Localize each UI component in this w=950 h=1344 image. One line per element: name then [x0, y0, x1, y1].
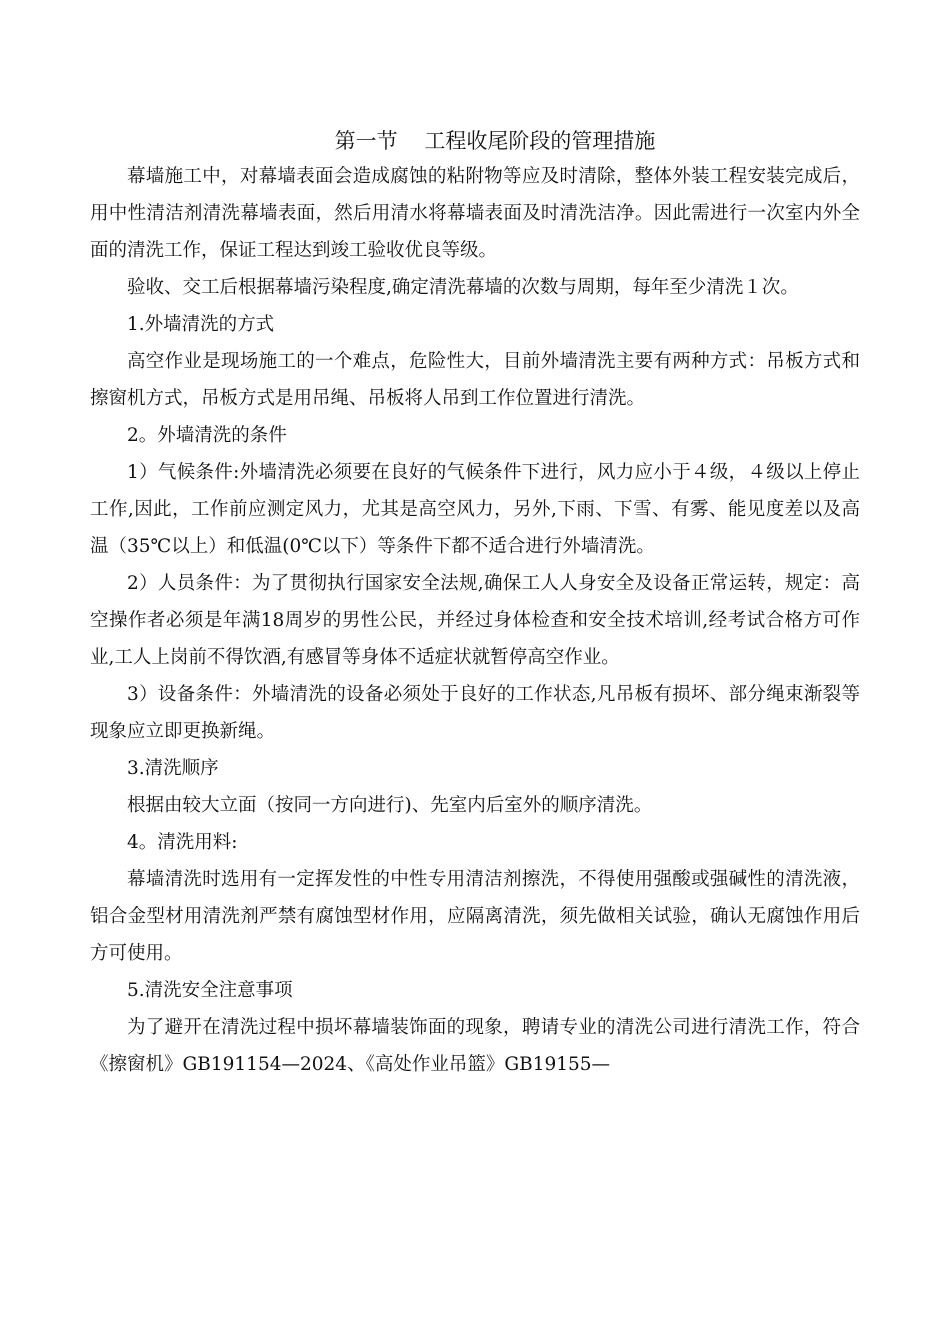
heading-cleaning-conditions: 2。外墙清洗的条件 [127, 425, 287, 446]
heading-cleaning-materials: 4。清洗用料: [127, 832, 238, 853]
paragraph-personnel-conditions: 2）人员条件：为了贯彻执行国家安全法规,确保工人人身安全及设备正常运转，规定：高空操作者必须是年满18周岁的男性公民，并经过身体检查和安全技术培训,经考试合格方可作业,工人上岗前不得饮酒,有感冒等身体不适症状就暂停高空作业。 [90, 573, 860, 668]
heading-cleaning-order: 3.清洗顺序 [127, 758, 219, 779]
heading-safety-notes: 5.清洗安全注意事项 [127, 980, 293, 1001]
section-title: 第一节 工程收尾阶段的管理措施 [334, 129, 656, 153]
paragraph-equipment-conditions: 3）设备条件：外墙清洗的设备必须处于良好的工作状态,凡吊板有损坏、部分绳束渐裂等现象应立即更换新绳。 [90, 684, 860, 742]
paragraph-cleaning-method: 高空作业是现场施工的一个难点，危险性大，目前外墙清洗主要有两种方式：吊板方式和擦窗机方式，吊板方式是用吊绳、吊板将人吊到工作位置进行清洗。 [90, 351, 860, 409]
paragraph-cleaning-materials: 幕墙清洗时选用有一定挥发性的中性专用清洁剂擦洗，不得使用强酸或强碱性的清洗液，铝合金型材用清洗剂严禁有腐蚀型材作用，应隔离清洗，须先做相关试验，确认无腐蚀作用后方可使用。 [90, 869, 860, 964]
paragraph-cleaning-overview: 幕墙施工中，对幕墙表面会造成腐蚀的粘附物等应及时清除，整体外装工程安装完成后，用中性清洁剂清洗幕墙表面，然后用清水将幕墙表面及时清洗洁净。因此需进行一次室内外全面的清洗工作，保证工程达到竣工验收优良等级。 [90, 166, 860, 261]
paragraph-cleaning-frequency: 验收、交工后根据幕墙污染程度,确定清洗幕墙的次数与周期，每年至少清洗１次。 [127, 277, 799, 298]
document-body [90, 124, 860, 1083]
heading-cleaning-method: 1.外墙清洗的方式 [127, 314, 275, 335]
paragraph-weather-conditions: 1）气候条件:外墙清洗必须要在良好的气候条件下进行，风力应小于４级，４级以上停止工作,因此，工作前应测定风力，尤其是高空风力，另外,下雨、下雪、有雾、能见度差以及高温（35℃以上）和低温(0℃以下）等条件下都不适合进行外墙清洗。 [90, 462, 860, 557]
paragraph-cleaning-order: 根据由较大立面（按同一方向进行)、先室内后室外的顺序清洗。 [127, 795, 653, 816]
paragraph-safety-notes: 为了避开在清洗过程中损坏幕墙装饰面的现象，聘请专业的清洗公司进行清洗工作，符合《擦窗机》GB191154—2024、《高处作业吊篮》GB19155— [90, 1017, 860, 1075]
